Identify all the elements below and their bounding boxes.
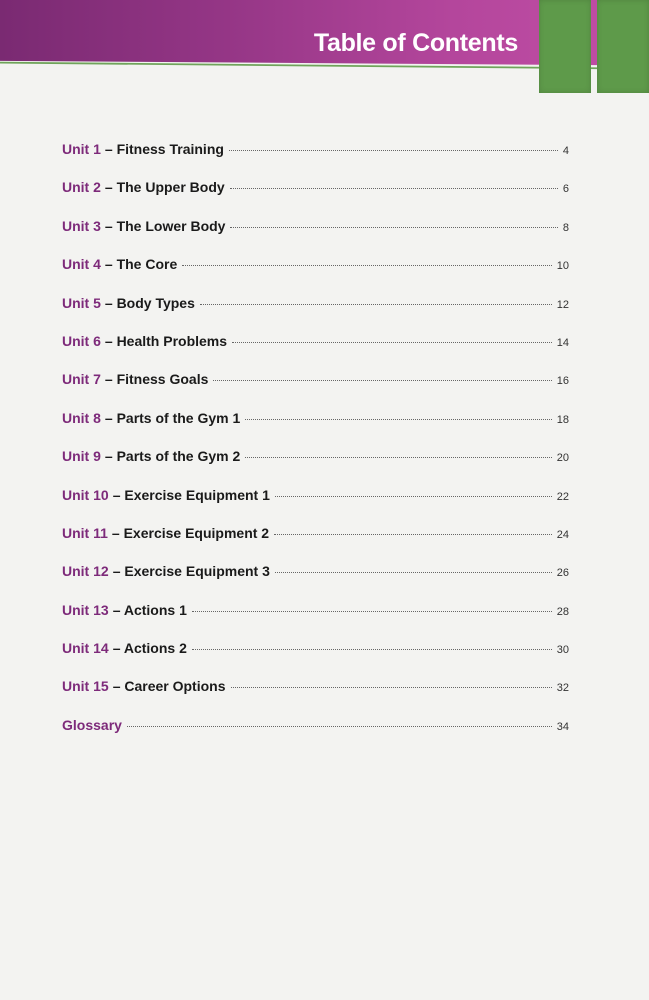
unit-label: Unit 7 [62,371,101,388]
unit-label: Unit 9 [62,448,101,465]
page-number: 26 [556,567,569,580]
dot-leader [245,419,551,420]
unit-label: Unit 14 [62,640,109,657]
unit-label: Unit 6 [62,332,101,349]
dot-leader [200,304,552,305]
unit-label: Unit 11 [62,524,108,541]
page-number: 6 [562,183,569,196]
page-number: 34 [556,720,569,733]
toc-entry-unit-3[interactable] [62,216,569,254]
entry-title: – Exercise Equipment 3 [112,563,270,580]
entry-title: – Exercise Equipment 2 [111,524,270,541]
page-number: 32 [556,682,569,695]
page-number: 30 [556,644,569,657]
toc-entry-unit-2[interactable] [62,177,569,215]
dot-leader [232,342,552,343]
entry-title: – Actions 1 [112,601,187,618]
toc-entry-unit-1[interactable] [62,139,569,177]
entry-title: – Health Problems [104,332,228,349]
dot-leader [230,227,557,228]
page-number: 12 [556,298,569,311]
page-number: 18 [556,413,569,426]
entry-title: – The Upper Body [104,179,225,196]
dot-leader [192,649,552,650]
dot-leader [127,726,552,727]
dot-leader [275,496,552,497]
dot-leader [275,572,552,573]
toc-entry-unit-7[interactable] [62,369,569,407]
toc-entry-unit-8[interactable] [62,408,569,446]
entry-title: – Actions 2 [112,640,187,657]
unit-label: Unit 2 [62,179,101,196]
page-number: 24 [556,528,569,541]
entry-title: – Fitness Training [104,141,224,157]
page-number: 14 [556,336,569,349]
toc-entry-unit-6[interactable] [62,331,569,369]
unit-label: Unit 1 [62,141,101,157]
unit-label: Unit 10 [62,486,109,503]
toc-entry-unit-12[interactable] [62,561,569,599]
dot-leader [274,534,552,535]
toc-entry-unit-4[interactable] [62,254,569,292]
page-number: 8 [562,221,569,234]
entry-title: – Exercise Equipment 1 [112,486,270,503]
unit-label: Unit 4 [62,256,101,273]
toc-entry-unit-15[interactable] [62,676,569,714]
toc-entry-unit-11[interactable] [62,523,569,561]
toc-entry-unit-14[interactable] [62,638,569,676]
dot-leader [182,265,552,266]
dot-leader [229,150,558,151]
page-number: 16 [556,375,569,388]
unit-label: Unit 13 [62,601,109,618]
entry-title: – Career Options [112,678,226,695]
dot-leader [230,188,558,189]
page-number: 22 [556,490,569,503]
green-tab-right [597,0,649,93]
unit-label: Unit 8 [62,409,101,426]
toc-entry-unit-13[interactable] [62,600,569,638]
dot-leader [231,687,552,688]
entry-title: – Parts of the Gym 1 [104,409,241,426]
dot-leader [192,611,552,612]
toc-entry-glossary[interactable] [62,715,569,753]
unit-label: Unit 12 [62,563,109,580]
unit-label: Unit 3 [62,217,101,234]
toc-entry-unit-9[interactable] [62,446,569,484]
page-number: 28 [556,605,569,618]
green-tab-left [539,0,591,93]
toc-entry-unit-5[interactable] [62,293,569,331]
entry-title: – Body Types [104,294,195,311]
entry-title: – The Lower Body [104,217,226,234]
glossary-label: Glossary [62,716,122,733]
dot-leader [245,457,551,458]
table-of-contents [62,139,569,753]
entry-title: – The Core [104,256,178,273]
page-title: Table of Contents [313,29,518,57]
unit-label: Unit 5 [62,294,101,311]
page-number: 4 [562,145,569,157]
page-number: 20 [556,452,569,465]
unit-label: Unit 15 [62,678,109,695]
dot-leader [213,380,551,381]
entry-title: – Fitness Goals [104,371,209,388]
toc-entry-unit-10[interactable] [62,485,569,523]
page-number: 10 [556,260,569,273]
entry-title: – Parts of the Gym 2 [104,448,241,465]
